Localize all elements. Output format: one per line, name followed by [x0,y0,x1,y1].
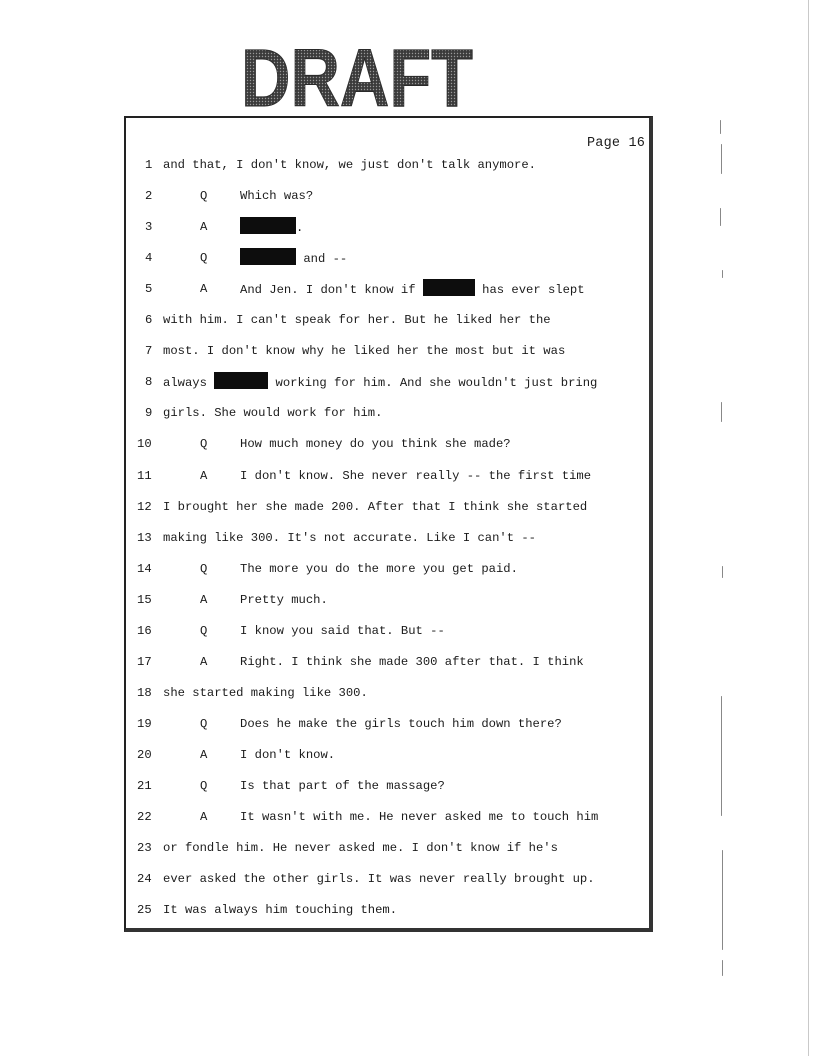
transcript-line [0,341,660,361]
text-segment: working for him. And she wouldn't just bring [268,376,598,391]
transcript-line [0,528,660,548]
speaker-label: A [200,468,208,483]
line-text [163,155,536,175]
draft-stamp-text: DRAFT [241,33,473,124]
line-text [240,434,511,454]
speaker-label: A [200,654,208,669]
line-text [163,900,397,920]
line-number: 23 [137,841,152,856]
line-number: 6 [145,313,153,328]
redaction-block [423,279,475,296]
transcript-line [0,869,660,889]
line-number: 1 [145,158,153,172]
line-text [163,341,565,361]
transcript-line [0,403,660,423]
text-segment: Pretty much. [240,592,328,607]
speaker-label: Q [200,251,208,266]
line-number: 12 [137,499,152,514]
transcript-line [0,621,660,641]
line-number: 10 [137,437,152,452]
transcript-line [0,807,660,827]
line-text [163,310,551,330]
line-text [240,652,584,672]
speaker-label: A [200,810,208,825]
line-number: 14 [137,561,152,576]
speaker-label: A [200,592,208,607]
text-segment: . [296,221,304,236]
line-number: 15 [137,592,152,607]
text-segment: I know you said that. But -- [240,623,445,638]
text-segment: Right. I think she made 300 after that. I think [240,654,584,669]
speaker-label: Q [200,189,208,204]
text-segment: and that, I don't know, we just don't talk anymore. [163,158,536,172]
speaker-label: Q [200,437,208,452]
text-segment: has ever slept [474,283,585,298]
line-text [240,745,335,765]
transcript-line [0,372,660,392]
line-number: 25 [137,903,152,918]
redaction-block [240,248,296,265]
text-segment: Does he make the girls touch him down there? [240,716,562,731]
speaker-label: Q [200,623,208,638]
line-number: 9 [145,406,153,421]
line-number: 4 [145,251,153,266]
line-text [240,559,518,579]
speaker-label: A [200,747,208,762]
margin-specks [718,110,730,980]
line-text [163,683,368,703]
line-number: 19 [137,716,152,731]
text-segment: It was always him touching them. [163,903,398,918]
line-text [240,279,585,300]
line-text [240,248,347,269]
line-text [240,807,598,827]
line-number: 3 [145,220,153,235]
transcript-line [0,714,660,734]
text-segment: always [163,376,215,391]
speaker-label: A [200,282,208,297]
text-segment: I don't know. She never really -- the first time [240,468,592,483]
text-segment: And Jen. I don't know if [240,283,423,298]
redaction-block [214,372,268,389]
transcript-line [0,590,660,610]
transcript-line [0,466,660,486]
speaker-label: Q [200,561,208,576]
line-text [240,621,445,641]
transcript-line [0,900,660,920]
speaker-label: Q [200,716,208,731]
line-text [240,217,303,238]
line-number: 11 [137,468,152,483]
line-text [163,403,382,423]
text-segment: It wasn't with me. He never asked me to touch him [240,810,599,825]
line-number: 7 [145,344,153,359]
transcript-line [0,155,660,175]
transcript-line [0,434,660,454]
text-segment: she started making like 300. [163,685,368,700]
line-number: 8 [145,375,153,390]
transcript-line [0,652,660,672]
text-segment: or fondle him. He never asked me. I don't know if he's [163,841,558,856]
line-number: 20 [137,747,152,762]
speaker-label: Q [200,779,208,793]
line-number: 13 [137,530,152,545]
line-number: 16 [137,623,152,638]
text-segment: making like 300. It's not accurate. Like I can't -- [163,530,536,545]
transcript-line [0,310,660,330]
transcript-line [0,248,660,268]
text-segment: Is that part of the massage? [240,779,445,793]
text-segment: I don't know. [240,747,336,762]
text-segment: girls. She would work for him. [163,406,383,421]
line-text [163,869,595,889]
line-number: 17 [137,654,152,669]
line-text [240,466,591,486]
line-text [240,776,445,796]
speaker-label: A [200,220,208,235]
line-number: 21 [137,779,152,793]
line-text [163,838,558,858]
transcript-line [0,279,660,299]
transcript-line [0,217,660,237]
line-number: 5 [145,282,153,297]
transcript-line [0,497,660,517]
text-segment: How much money do you think she made? [240,437,511,452]
line-number: 18 [137,685,152,700]
line-text [240,714,562,734]
line-text [240,590,328,610]
redaction-block [240,217,296,234]
line-text [163,497,587,517]
line-number: 24 [137,872,152,887]
text-segment: ever asked the other girls. It was never really brought up. [163,872,595,887]
line-text [163,372,597,393]
page-edge-line [808,0,809,1056]
transcript-line [0,683,660,703]
page-number: Page 16 [587,136,646,151]
text-segment: The more you do the more you get paid. [240,561,518,576]
text-segment: I brought her she made 200. After that I think she started [163,499,588,514]
line-text [240,186,313,206]
text-segment: most. I don't know why he liked her the most but it was [163,344,566,359]
draft-stamp [237,33,477,124]
line-number: 22 [137,810,152,825]
transcript-line [0,745,660,765]
line-text [163,528,536,548]
transcript-line [0,559,660,579]
text-segment: Which was? [240,189,314,204]
transcript-line [0,186,660,206]
text-segment: with him. I can't speak for her. But he liked her the [163,313,551,328]
transcript-line [0,776,660,796]
line-number: 2 [145,189,153,204]
transcript-line [0,838,660,858]
text-segment: and -- [296,252,348,267]
